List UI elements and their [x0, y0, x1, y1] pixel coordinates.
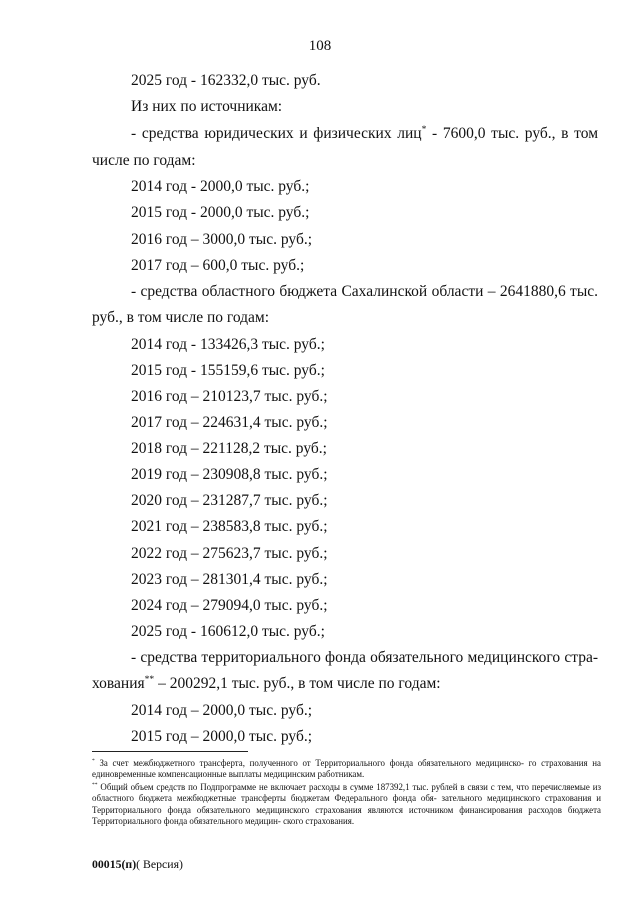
text-line: 2014 год – 2000,0 тыс. руб.; [131, 702, 313, 719]
footnote-ref: * [421, 123, 427, 135]
text-line: числе по годам: [92, 152, 196, 169]
text-line: 2018 год – 221128,2 тыс. руб.; [131, 440, 327, 457]
footnote-separator [92, 751, 248, 752]
text-line: 2017 год – 600,0 тыс. руб.; [131, 257, 305, 274]
text-line: 2021 год – 238583,8 тыс. руб.; [131, 518, 328, 535]
text-fragment: хования [92, 675, 145, 692]
footnote-2 [92, 782, 601, 827]
text-line: - средства областного бюджета Сахалинской области – 2641880,6 тыс. [131, 283, 598, 300]
footnote-mark: ** [92, 782, 98, 789]
footnote-ref: ** [144, 673, 155, 685]
text-line [131, 125, 598, 143]
text-line: 2015 год - 155159,6 тыс. руб.; [131, 362, 325, 379]
text-line: 2025 год - 160612,0 тыс. руб.; [131, 623, 325, 640]
text-fragment: - 7600,0 тыс. руб., в том [426, 125, 599, 142]
footnote-1 [92, 758, 601, 781]
text-line: 2019 год – 230908,8 тыс. руб.; [131, 466, 328, 483]
version-label: ( Версия) [136, 857, 183, 871]
footnote-text: За счет межбюджетного трансферта, полученного от Территориального фонда обязательного медицинско- го страхования на единовременные компенсационные выплаты медицинским работникам. [92, 758, 601, 780]
text-line: 2023 год – 281301,4 тыс. руб.; [131, 571, 328, 588]
text-line: - средства территориального фонда обязательного медицинского стра- [131, 649, 598, 666]
version-code: 00015(п) [92, 857, 137, 871]
footnote-mark: * [92, 758, 95, 765]
text-line: 2014 год - 2000,0 тыс. руб.; [131, 178, 310, 195]
text-line: 2014 год - 133426,3 тыс. руб.; [131, 336, 325, 353]
text-line: руб., в том числе по годам: [92, 309, 270, 326]
text-fragment: – 200292,1 тыс. руб., в том числе по годам: [154, 675, 441, 692]
footnote-text: Общий объем средств по Подпрограмме не включает расходы в сумме 187392,1 тыс. рублей в связи с тем, что перечисляемые из областного бюджета межбюджетные трансферты бюджетам Федерального фонда обя- зательного медицинского страхования и Территориального фонда обязательного медицинского страхования являются источником финансирования расходов бюджета Территориального фонда обязательного медицин- ского страхования. [92, 782, 601, 826]
text-fragment: - средства юридических и физических лиц [131, 125, 422, 142]
text-line: 2016 год – 3000,0 тыс. руб.; [131, 231, 313, 248]
text-line [92, 675, 441, 693]
page-number: 108 [308, 38, 332, 54]
text-line: 2022 год – 275623,7 тыс. руб.; [131, 545, 328, 562]
text-line: Из них по источникам: [131, 98, 283, 115]
text-line: 2016 год – 210123,7 тыс. руб.; [131, 388, 328, 405]
text-line: 2015 год - 2000,0 тыс. руб.; [131, 204, 310, 221]
text-line: 2017 год – 224631,4 тыс. руб.; [131, 414, 328, 431]
text-line: 2015 год – 2000,0 тыс. руб.; [131, 728, 313, 745]
text-line: 2025 год - 162332,0 тыс. руб. [131, 72, 321, 89]
text-line: 2020 год – 231287,7 тыс. руб.; [131, 492, 328, 509]
text-line: 2024 год – 279094,0 тыс. руб.; [131, 597, 328, 614]
version-stamp [92, 857, 183, 872]
